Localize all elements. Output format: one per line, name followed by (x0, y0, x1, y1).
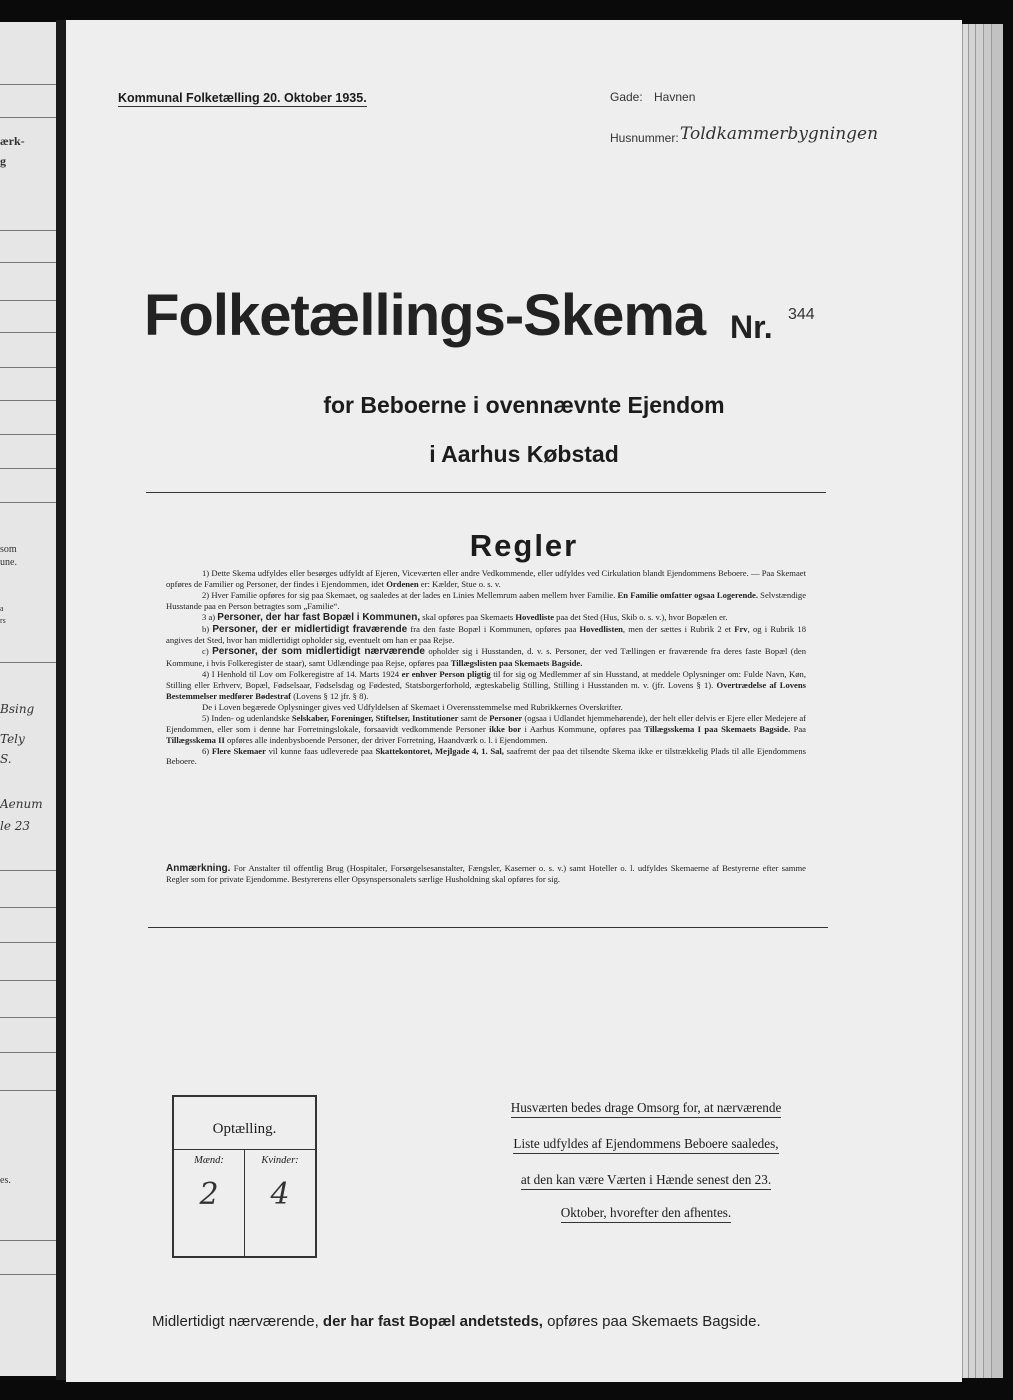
left-page-rule (0, 400, 56, 401)
rule-text-bold: er enhver Person pligtig (401, 669, 491, 680)
rule-text-bold: Personer, der har fast Bopæl i Kommunen, (217, 611, 421, 623)
rule-text: 2) Hver Familie opføres for sig paa Skemaet, og saaledes at der lades en Linies Mellemrum aaben mellem hver Familie. (202, 589, 618, 600)
rule-text: 1) Dette Skema udfyldes eller besørges udfyldt af Ejeren, Viceværten eller andre Vedkommende, eller udfyldes ved Cirkulation blandt Ejendommens Beboere. — Paa Skemaet opføres de Familier og Personer, der findes i Ejendommen, idet (166, 568, 806, 589)
form-number-label: Nr. (730, 309, 773, 345)
rule-text: Paa (790, 723, 806, 734)
rule-text: saafremt der paa det tilsendte Skema ikke er tilstrækkelig Plads til alle Ejendommens Beboere. (166, 745, 807, 767)
left-page-rule (0, 230, 56, 231)
rule-text: opføres alle indenbysboende Personer, der driver Forretning, Haandværk o. l. i Ejendommen. (224, 734, 548, 745)
left-page-rule (0, 1240, 56, 1241)
husnummer-value: Toldkammerbygningen (680, 124, 879, 144)
rule-text-bold: En Familie omfatter ogsaa Logerende. (617, 589, 758, 600)
gade-label: Gade: (610, 90, 643, 104)
form-subtitle-location: i Aarhus Købstad (429, 441, 619, 467)
form-subtitle: for Beboerne i ovennævnte Ejendom (323, 392, 725, 418)
landlord-notice-line (476, 1205, 816, 1221)
rule-paragraph (166, 590, 806, 612)
rule-paragraph (166, 746, 806, 768)
left-page-rule (0, 502, 56, 503)
rule-paragraph (166, 612, 806, 624)
annotation-text: For Anstalter til offentlig Brug (Hospitaler, Forsørgelsesanstalter, Fængsler, Kaserner o. s. v.) samt Hoteller o. l. udfyldes Skemaerne af Bestyrerne efter samme Regler som for private Ejendomme. Bestyrerens eller Opsynspersonalets særlige Husholdning skal opføres for sig. (166, 863, 806, 884)
men-label: Mænd: (194, 1155, 224, 1166)
rule-text-bold: Overtrædelse af Lovens Bestemmelser medfører Bødestraf (166, 680, 806, 701)
census-form-page (66, 20, 962, 1382)
rule-text: b) (202, 623, 213, 634)
left-page-rule (0, 262, 56, 263)
footer-text: opføres paa Skemaets Bagside. (547, 1313, 761, 1330)
rule-text-bold: Tillægsskema II (166, 734, 225, 745)
rule-text-bold: Selskaber, Foreninger, Stiftelser, Institutioner (291, 712, 459, 723)
rule-text: opholder sig i Husstanden, d. v. s. Personer, der ved Tællingen er fraværende fra deres faste Bopæl (den Kommune, i hvis Folkeregister de staar), samt Udlændinge paa Rejse, opføres paa (166, 646, 807, 669)
rule-text-bold: ikke bor (489, 723, 522, 734)
left-page-rule (0, 662, 56, 663)
rule-text: c) (202, 646, 213, 657)
landlord-notice-line (476, 1100, 816, 1116)
rule-text: paa det Sted (Hus, Skib o. s. v.), hvor Bopælen er. (554, 611, 728, 622)
rule-text-bold: Frv (734, 623, 748, 634)
left-page-text: a (0, 604, 4, 613)
notice-text: Liste udfyldes af Ejendommens Beboere saaledes, (513, 1136, 778, 1154)
rule-text-bold: Hovedliste (515, 611, 555, 622)
book-gutter (56, 20, 66, 1380)
left-page-text: rs (0, 616, 6, 625)
left-page-fragment (0, 22, 56, 1376)
left-page-rule (0, 980, 56, 981)
rule-text: 3 a) (202, 611, 218, 622)
left-page-rule (0, 367, 56, 368)
left-page-rule (0, 907, 56, 908)
notice-text: Oktober, hvorefter den afhentes. (561, 1205, 731, 1223)
left-page-rule (0, 332, 56, 333)
landlord-notice-line (476, 1136, 816, 1152)
rule-text: i Aarhus Kommune, opføres paa (521, 723, 645, 734)
left-page-rule (0, 434, 56, 435)
notice-text: at den kan være Værten i Hænde senest den 23. (521, 1172, 771, 1190)
rule-text: 4) I Henhold til Lov om Folkeregistre af 14. Marts 1924 (202, 669, 402, 680)
left-page-text: une. (0, 557, 17, 568)
left-page-handwriting: le 23 (0, 819, 31, 833)
women-count: 4 (270, 1177, 290, 1212)
left-page-rule (0, 468, 56, 469)
rule-text: 6) (202, 745, 212, 756)
rule-text: , og i Rubrik 18 angives det Sted, hvor han midlertidigt opholder sig, eventuelt om han er paa Rejse. (166, 623, 807, 646)
left-page-rule (0, 1274, 56, 1275)
footer-note (152, 1313, 832, 1330)
rule-text-bold: Tillægslisten paa Skemaets Bagside. (450, 658, 583, 669)
footer-text-bold: der har fast Bopæl andetsteds, (322, 1313, 543, 1330)
left-page-handwriting: Bsing (0, 702, 35, 716)
rule-paragraph (166, 669, 806, 702)
rule-text: vil kunne faas udleverede paa (265, 745, 376, 756)
rule-text-bold: Personer, der som midlertidigt nærværende (212, 646, 425, 658)
women-label: Kvinder: (261, 1155, 299, 1166)
left-page-rule (0, 870, 56, 871)
left-page-handwriting: Tely (0, 732, 25, 746)
rule-paragraph (166, 646, 806, 669)
rules-text (166, 568, 806, 767)
page-edge (991, 24, 1003, 1378)
left-page-rule (0, 84, 56, 85)
rule-text-bold: Tillægsskema I paa Skemaets Bagside. (644, 723, 791, 734)
left-page-rule (0, 1090, 56, 1091)
rule-text: fra den faste Bopæl i Kommunen, opføres paa (407, 623, 580, 634)
left-page-handwriting: Aenum (0, 797, 43, 811)
rule-text: (Lovens § 12 jfr. § 8). (291, 690, 369, 701)
footer-text: Midlertidigt nærværende, (152, 1313, 319, 1330)
husnummer-label: Husnummer: (610, 131, 679, 145)
count-box-title: Optælling. (212, 1121, 277, 1137)
rule-text: skal opføres paa Skemaets (420, 611, 516, 622)
rule-text: De i Loven begærede Oplysninger gives ved Udfyldelsen af Skemaet i Overensstemmelse med Rubrikkernes Overskrifter. (202, 701, 623, 712)
left-page-text: ærk- (0, 134, 25, 148)
rule-text-bold: Personer (489, 712, 523, 723)
rule-text-bold: Flere Skemaer (211, 745, 266, 756)
rule-text: (ogsaa i Udlandet hjemmehørende), der helt eller delvis er Ejere eller Medejere af Ejendommen, eller som i denne har Forretningslokale, forsaavidt vedkommende Personer (166, 712, 806, 734)
rule-text-bold: Personer, der er midlertidigt fraværende (212, 623, 408, 635)
annotation-label: Anmærkning. (166, 863, 231, 874)
census-date-line: Kommunal Folketælling 20. Oktober 1935. (118, 91, 367, 105)
form-number-value: 344 (788, 306, 815, 323)
left-page-rule (0, 1052, 56, 1053)
left-page-rule (0, 1017, 56, 1018)
rule-text: til for sig og Medlemmer af sin Husstand, at meddele Oplysninger om: Fulde Navn, Køn, Stilling eller Erhverv, Bopæl, Fødselsaar, Fødselsdag og Fødested, Statsborgerforhold, ægteskabelig Stilling, Stilling i Husstanden m. v. (jfr. Lovens § 1). (166, 669, 806, 691)
rule-text: , men der sættes i Rubrik 2 et (622, 623, 735, 634)
left-page-text: es. (0, 1175, 11, 1186)
rule-paragraph (166, 702, 806, 713)
rule-text-bold: Skattekontoret, Mejlgade 4, 1. Sal, (375, 745, 504, 756)
rule-text-bold: Hovedlisten (579, 623, 623, 634)
gade-value: Havnen (654, 90, 696, 104)
rule-paragraph (166, 568, 806, 590)
rule-text: samt de (458, 712, 490, 723)
rules-heading: Regler (469, 528, 579, 563)
rule-text-bold: Ordenen (386, 578, 419, 589)
notice-text: Husværten bedes drage Omsorg for, at nærværende (511, 1100, 782, 1118)
left-page-text: som (0, 544, 17, 555)
rule-text: Selvstændige Husstande paa en Person betragtes som „Familie“. (166, 589, 807, 611)
rule-text: er: Kælder, Stue o. s. v. (418, 578, 501, 589)
landlord-notice-line (476, 1172, 816, 1188)
left-page-rule (0, 300, 56, 301)
left-page-handwriting: S. (0, 752, 12, 766)
rule-paragraph (166, 624, 806, 647)
count-box (172, 1095, 317, 1258)
rule-paragraph (166, 713, 806, 746)
divider-rule (148, 927, 828, 928)
rule-text: 5) Inden- og udenlandske (202, 712, 292, 723)
left-page-text: g (0, 154, 6, 168)
men-count: 2 (199, 1177, 219, 1212)
divider-rule (146, 492, 826, 493)
annotation-paragraph (166, 863, 806, 885)
left-page-rule (0, 942, 56, 943)
left-page-rule (0, 117, 56, 118)
form-title: Folketællings-Skema (144, 283, 706, 348)
